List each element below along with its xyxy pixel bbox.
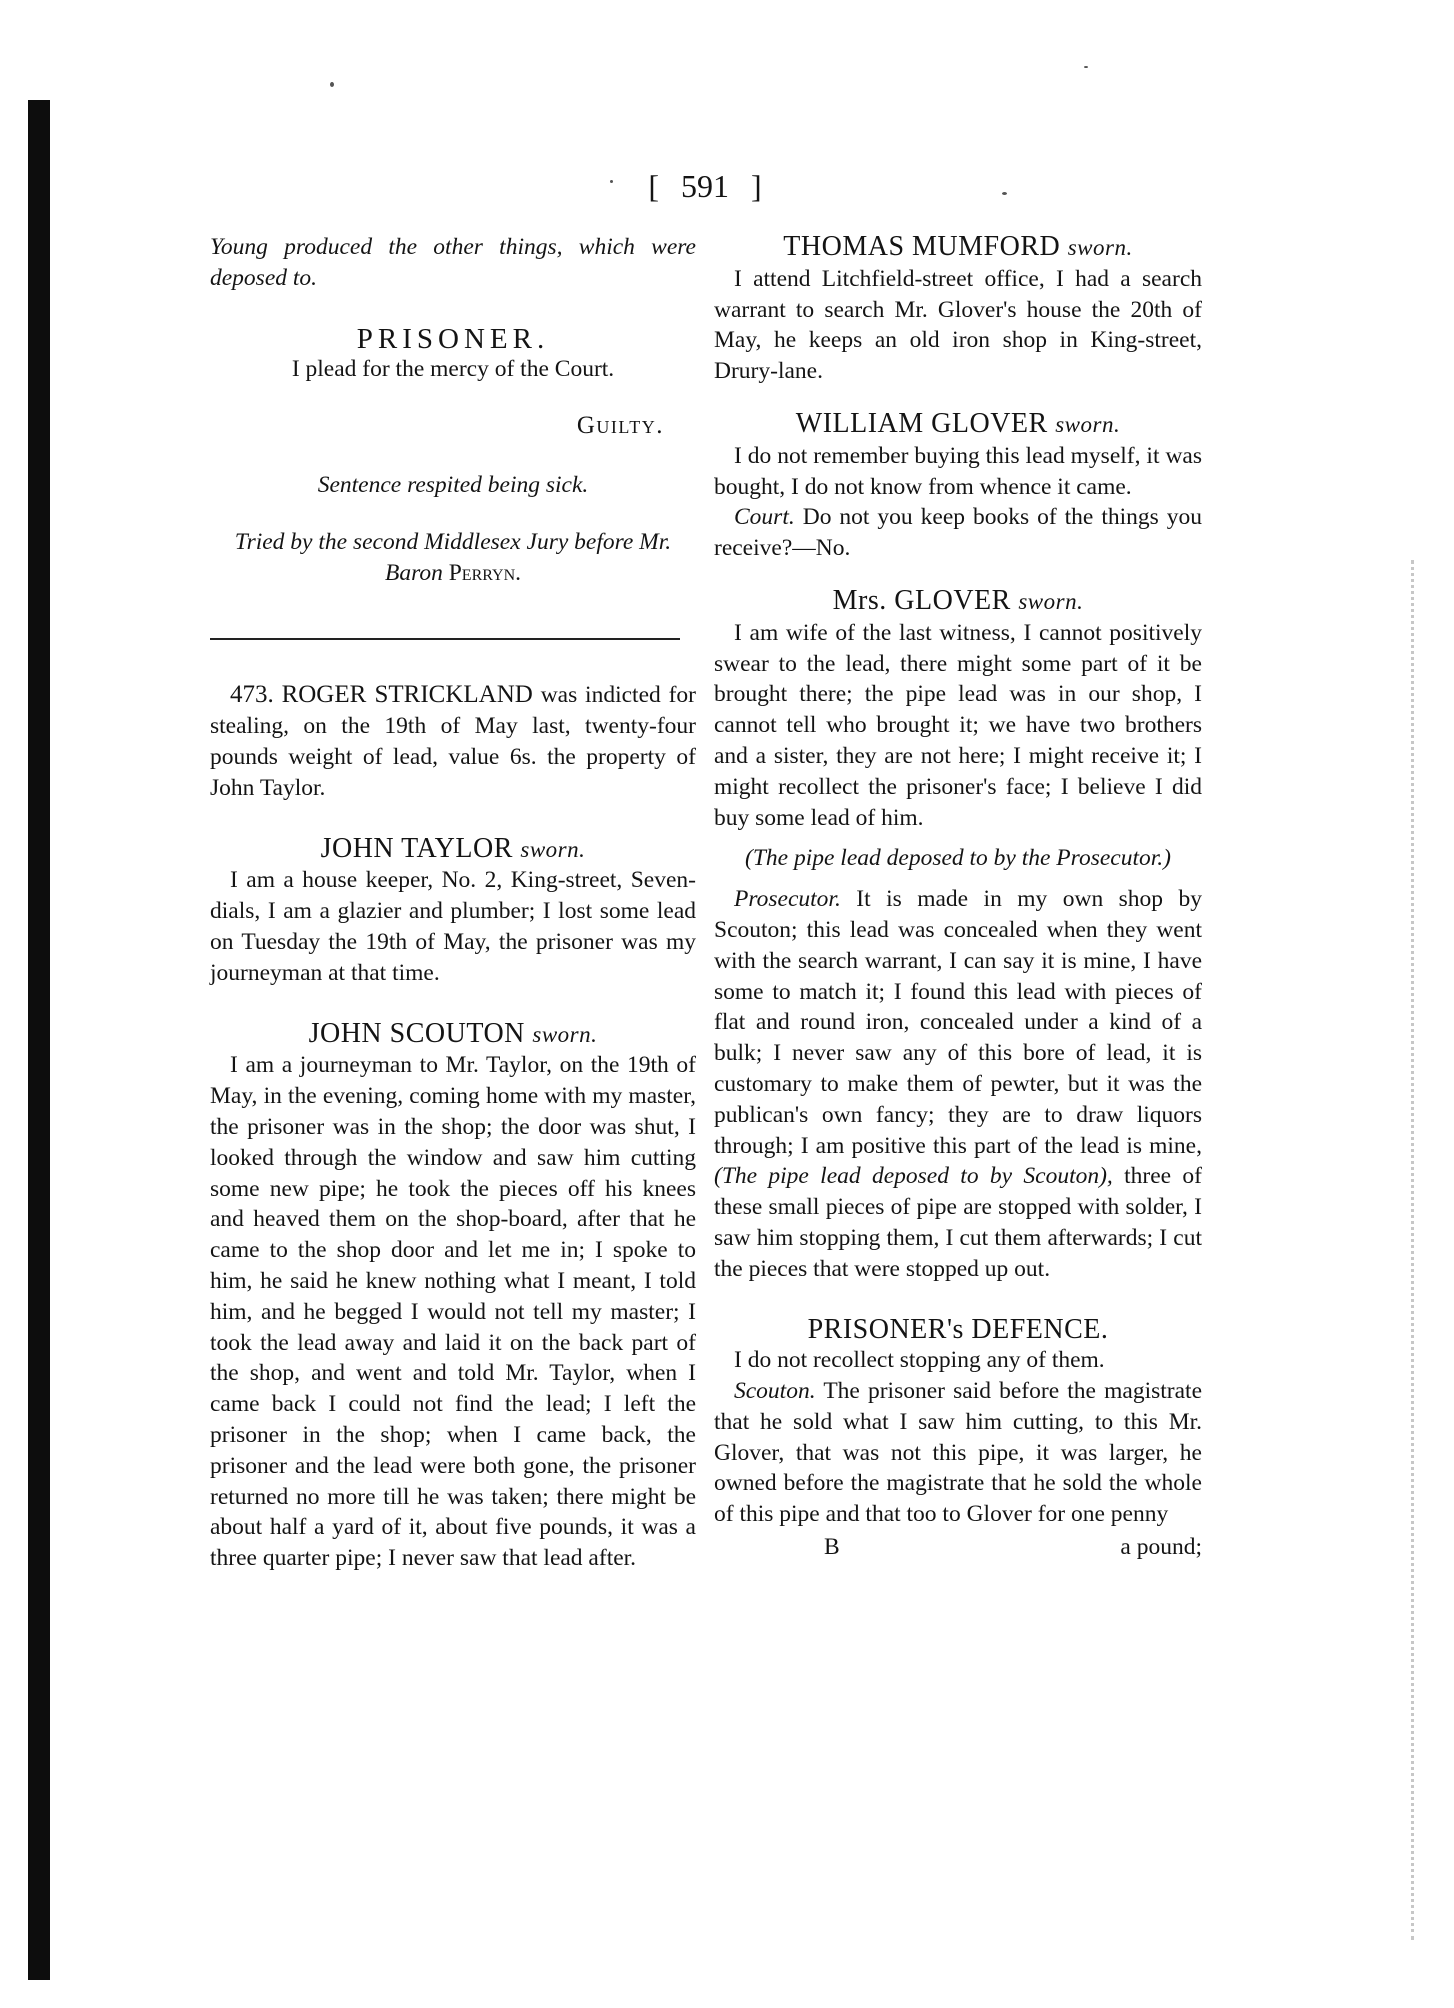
case-text: was indicted for stealing, on the 19th of May last, twenty-four pounds weight of lead, value 6s. the property of John Taylor. bbox=[210, 682, 696, 801]
page-edge-noise bbox=[1407, 560, 1414, 1940]
witness-name: Mrs. GLOVER bbox=[832, 584, 1011, 616]
prisoner-plea: I plead for the mercy of the Court. bbox=[291, 356, 615, 383]
case-number: 473. bbox=[230, 681, 274, 709]
witness-name: WILLIAM GLOVER bbox=[795, 407, 1048, 439]
verdict: Guilty. bbox=[576, 412, 664, 440]
testimony: I attend Litchfield-street office, I had a search warrant to search Mr. Glover's house the 20th of May, he keeps an old iron shop in King-street, Drury-lane. bbox=[714, 265, 1202, 385]
section-heading: PRISONER. bbox=[356, 322, 550, 355]
witness-heading bbox=[714, 586, 1202, 618]
prosecutor-testimony bbox=[714, 884, 1202, 1284]
left-column bbox=[210, 232, 696, 1574]
evidence-note-inline: (The pipe lead deposed to by Scouton), bbox=[714, 1163, 1113, 1190]
witness-name: JOHN SCOUTON bbox=[308, 1017, 525, 1049]
page-footer bbox=[714, 1532, 1202, 1566]
signature-mark: B bbox=[824, 1534, 840, 1561]
speck bbox=[330, 82, 334, 87]
right-column bbox=[714, 232, 1202, 1566]
speaker-label: Court. bbox=[734, 504, 795, 531]
section-divider bbox=[210, 638, 680, 640]
witness-heading bbox=[714, 232, 1202, 264]
speaker-label: Scouton. bbox=[734, 1378, 816, 1405]
witness-heading bbox=[210, 1019, 696, 1051]
testimony: I am wife of the last witness, I cannot positively swear to the lead, there might some part of it be brought there; the pipe lead was in our shop, I cannot tell who brought it; we have two brothers and a sister, they are not here; I might receive it; I might recollect the prisoner's face; I believe I did buy some lead of him. bbox=[714, 619, 1202, 831]
defence-heading: PRISONER's DEFENCE. bbox=[807, 1313, 1109, 1345]
defendant-name: ROGER STRICKLAND bbox=[281, 681, 533, 709]
witness-heading bbox=[210, 834, 696, 866]
bracket-open: [ bbox=[648, 168, 659, 204]
page-binding-shadow bbox=[28, 100, 50, 1980]
speck bbox=[610, 180, 613, 183]
judge-name: Perryn. bbox=[448, 559, 522, 586]
tried-before-note bbox=[210, 527, 696, 589]
scouton-testimony bbox=[714, 1376, 1202, 1530]
sworn-label: sworn. bbox=[1018, 588, 1084, 614]
testimony: I am a journeyman to Mr. Taylor, on the 19th of May, in the evening, coming home with my master, the prisoner was in the shop; the door was shut, I looked through the window and saw him cutting some new pipe; he took the pieces off his knees and heaved them on the shop-board, after that he came to the shop door and let me in; I spoke to him, he said he knew nothing what I meant, I told him, and he begged I would not tell my master; I took the lead away and laid it on the back part of the shop, and went and told Mr. Taylor, when I came back I could not find the lead; I left the prisoner in the shop; when I came back, the prisoner and the lead were both gone, the prisoner returned no more till he was taken; there might be about half a yard of it, about five pounds, it was a three quarter pipe; I never saw that lead after. bbox=[210, 1052, 696, 1572]
case-paragraph bbox=[210, 680, 696, 803]
testimony-text: It is made in my own shop by Scouton; this lead was concealed when they went with the search warrant, I can say it is mine, I have some to match it; I found this lead with pieces of flat and round iron, concealed under a kind of a bulk; I never saw any of this bore of lead, it is customary to make them of pewter, but it was the publican's own fancy; they are to draw liquors through; I am positive this part of the lead is mine, bbox=[714, 886, 1203, 1159]
sworn-label: sworn. bbox=[1055, 411, 1121, 437]
testimony: I am a house keeper, No. 2, King-street, Seven-dials, I am a glazier and plumber; I lost some lead on Tuesday the 19th of May, the prisoner was my journeyman at that time. bbox=[210, 867, 696, 986]
sworn-label: sworn. bbox=[532, 1021, 598, 1047]
witness-name: JOHN TAYLOR bbox=[320, 832, 513, 864]
testimony-text: three of these small pieces of pipe are stopped with solder, I saw him stopping them, I cut them afterwards; I cut the pieces that were stopped up out. bbox=[714, 1163, 1203, 1282]
speck bbox=[1084, 66, 1088, 68]
bracket-close: ] bbox=[751, 168, 762, 204]
testimony-text: The prisoner said before the magistrate that he sold what I saw him cutting, to this Mr. Glover, that was not this pipe, it was larger, he owned before the magistrate that he sold the whole of this pipe and that too to Glover for one penny bbox=[714, 1378, 1202, 1528]
witness-heading bbox=[714, 409, 1202, 441]
sworn-label: sworn. bbox=[520, 836, 586, 862]
court-question bbox=[714, 502, 1202, 564]
page-header bbox=[630, 168, 780, 205]
sentence-note: Sentence respited being sick. bbox=[317, 471, 589, 498]
court-text: Do not you keep books of the things you receive?—No. bbox=[714, 504, 1203, 562]
sworn-label: sworn. bbox=[1067, 235, 1133, 260]
paragraph: Young produced the other things, which were deposed to. bbox=[210, 234, 696, 291]
witness-name: THOMAS MUMFORD bbox=[783, 231, 1061, 262]
page-number: 591 bbox=[681, 168, 729, 204]
evidence-note: (The pipe lead deposed to by the Prosecutor.) bbox=[745, 845, 1171, 872]
tried-before-text: Tried by the second Middlesex Jury before Mr. Baron bbox=[234, 528, 672, 586]
defence-text: I do not recollect stopping any of them. bbox=[734, 1347, 1105, 1374]
speaker-label: Prosecutor. bbox=[734, 886, 841, 913]
testimony: I do not remember buying this lead myself, it was bought, I do not know from whence it came. bbox=[714, 442, 1202, 500]
speck bbox=[1002, 192, 1007, 195]
catchword: a pound; bbox=[1120, 1534, 1202, 1561]
